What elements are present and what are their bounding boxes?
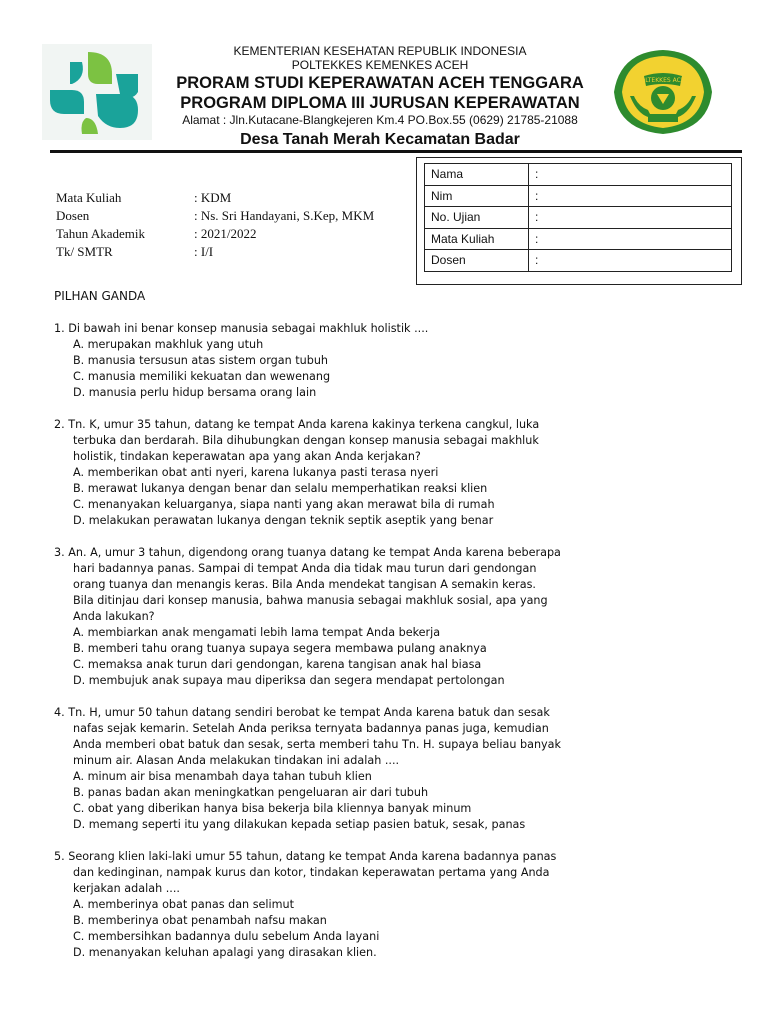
question-list — [54, 321, 624, 977]
course-info-value: : I/I — [194, 244, 214, 259]
identity-label: Nama — [425, 164, 529, 186]
identity-field[interactable]: : — [529, 228, 732, 250]
identity-label: Mata Kuliah — [425, 228, 529, 250]
answer-option: C. memaksa anak turun dari gendongan, karena tangisan anak hal biasa — [73, 658, 482, 671]
course-info-label: Mata Kuliah — [56, 190, 122, 205]
answer-option: C. membersihkan badannya dulu sebelum Anda layani — [73, 930, 380, 943]
question-stem: 1. Di bawah ini benar konsep manusia sebagai makhluk holistik .... — [54, 322, 429, 335]
answer-option: D. manusia perlu hidup bersama orang lain — [73, 386, 317, 399]
question-item — [54, 849, 624, 961]
diploma-name: PROGRAM DIPLOMA III JURUSAN KEPERAWATAN — [180, 94, 580, 112]
ministry-name: KEMENTERIAN KESEHATAN REPUBLIK INDONESIA — [233, 44, 527, 58]
course-info-row — [56, 189, 374, 207]
identity-row — [425, 185, 732, 207]
answer-option: B. manusia tersusun atas sistem organ tubuh — [73, 354, 329, 367]
answer-option: C. menanyakan keluarganya, siapa nanti yang akan merawat bila di rumah — [73, 498, 495, 511]
answer-option: B. merawat lukanya dengan benar dan selalu memperhatikan reaksi klien — [73, 482, 488, 495]
identity-field[interactable]: : — [529, 185, 732, 207]
identity-field[interactable]: : — [529, 207, 732, 229]
course-info-label: Dosen — [56, 208, 90, 223]
answer-option: C. obat yang diberikan hanya bisa bekerja bila kliennya banyak minum — [73, 802, 472, 815]
course-info-row — [56, 243, 374, 261]
institution-name: POLTEKKES KEMENKES ACEH — [291, 58, 469, 72]
identity-row — [425, 164, 732, 186]
village: Desa Tanah Merah Kecamatan Badar — [240, 131, 520, 148]
address: Alamat : Jln.Kutacane-Blangkejeren Km.4 PO.Box.55 (0629) 21785-21088 — [182, 113, 578, 127]
answer-option: B. panas badan akan meningkatkan pengeluaran air dari tubuh — [73, 786, 429, 799]
answer-option: A. memberinya obat panas dan selimut — [73, 898, 295, 911]
question-item — [54, 321, 624, 401]
program-name: PRORAM STUDI KEPERAWATAN ACEH TENGGARA — [176, 74, 584, 92]
identity-row — [425, 228, 732, 250]
identity-field[interactable]: : — [529, 164, 732, 186]
course-info-value: : Ns. Sri Handayani, S.Kep, MKM — [194, 208, 375, 223]
answer-option: C. manusia memiliki kekuatan dan wewenang — [73, 370, 331, 383]
answer-option: B. memberinya obat penambah nafsu makan — [73, 914, 327, 927]
answer-option: A. minum air bisa menambah daya tahan tubuh klien — [73, 770, 372, 783]
answer-option: A. memberikan obat anti nyeri, karena lukanya pasti terasa nyeri — [73, 466, 439, 479]
header-divider — [50, 150, 742, 153]
course-info-row — [56, 225, 374, 243]
course-info-row — [56, 207, 374, 225]
course-info-label: Tahun Akademik — [56, 226, 145, 241]
answer-option: B. memberi tahu orang tuanya supaya segera membawa pulang anaknya — [73, 642, 487, 655]
course-info-value: : 2021/2022 — [194, 226, 257, 241]
logo-text: POLTEKKES ACEH — [636, 77, 690, 84]
answer-option: D. memang seperti itu yang dilakukan kepada setiap pasien batuk, sesak, panas — [73, 818, 526, 831]
answer-option: D. menanyakan keluhan apalagi yang dirasakan klien. — [73, 946, 377, 959]
identity-label: No. Ujian — [425, 207, 529, 229]
course-info-label: Tk/ SMTR — [56, 244, 113, 259]
question-stem: 4. Tn. H, umur 50 tahun datang sendiri berobat ke tempat Anda karena batuk dan sesak nafas sejak kemarin. Setelah Anda periksa ternyata badannya panas juga, kemudian Anda memberi obat batuk dan sesak, serta memberi tahu Tn. H. supaya beliau banyak minum air. Alasan Anda melakukan tindakan ini adalah .... — [54, 706, 561, 767]
answer-option: A. merupakan makhluk yang utuh — [73, 338, 264, 351]
identity-label: Dosen — [425, 250, 529, 272]
section-title: PILHAN GANDA — [54, 289, 146, 303]
answer-option: A. membiarkan anak mengamati lebih lama tempat Anda bekerja — [73, 626, 441, 639]
question-stem: 5. Seorang klien laki-laki umur 55 tahun, datang ke tempat Anda karena badannya panas dan kedinginan, nampak kurus dan kotor, tindakan keperawatan pertama yang Anda kerjakan adalah .... — [54, 850, 557, 895]
identity-row — [425, 207, 732, 229]
answer-option: D. melakukan perawatan lukanya dengan teknik septik aseptik yang benar — [73, 514, 494, 527]
question-stem: 2. Tn. K, umur 35 tahun, datang ke tempat Anda karena kakinya terkena cangkul, luka terbuka dan berdarah. Bila dihubungkan dengan konsep manusia sebagai makhluk holistik, tindakan keperawatan apa yang akan Anda kerjakan? — [54, 418, 540, 463]
identity-row — [425, 250, 732, 272]
letterhead — [150, 44, 610, 149]
poltekkes-aceh-logo — [608, 46, 718, 138]
identity-field[interactable]: : — [529, 250, 732, 272]
answer-option: D. membujuk anak supaya mau diperiksa dan segera mendapat pertolongan — [73, 674, 505, 687]
question-stem: 3. An. A, umur 3 tahun, digendong orang tuanya datang ke tempat Anda karena beberapa hari badannya panas. Sampai di tempat Anda dia tidak mau turun dari gendongan orang tuanya dan menangis keras. Bila Anda mendekat tangisan A semakin keras. Bila ditinjau dari konsep manusia, bahwa manusia sebagai makhluk sosial, apa yang Anda lakukan? — [54, 546, 561, 623]
kemenkes-logo — [42, 44, 152, 140]
question-item — [54, 417, 624, 529]
course-info-value: : KDM — [194, 190, 232, 205]
course-info — [56, 189, 374, 261]
identity-label: Nim — [425, 185, 529, 207]
question-item — [54, 545, 624, 689]
identity-table — [424, 163, 732, 272]
question-item — [54, 705, 624, 833]
